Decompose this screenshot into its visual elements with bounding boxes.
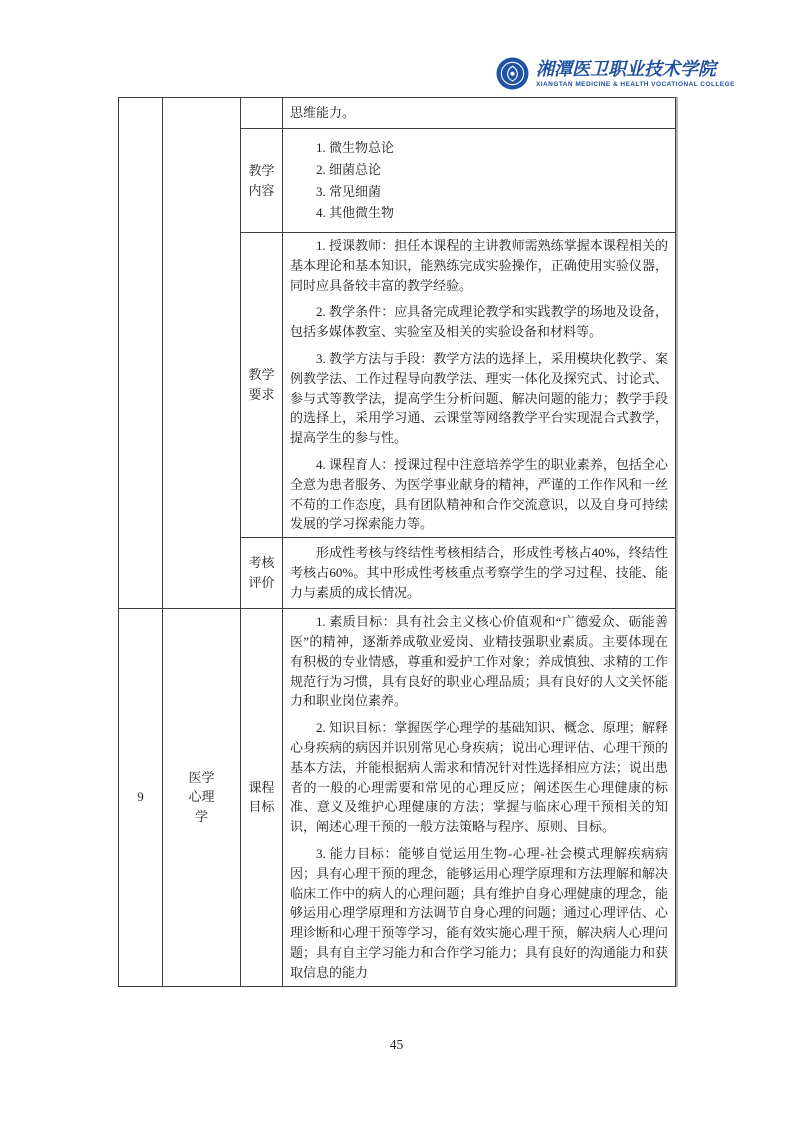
teaching-content-item: 1. 微生物总论 — [316, 139, 395, 155]
teaching-content-cell — [283, 129, 676, 233]
course-number: 9 — [137, 789, 144, 805]
objective-paragraph: 1. 素质目标：具有社会主义核心价值观和“广德爱众、砺能善医”的精神，逐渐养成敬业爱岗、业精技强职业素质。主要体现在有积极的专业情感，尊重和爱护工作对象；养成慎独、求精的工作规范行为习惯，具有良好的职业心理品质；具有良好的人文关怀能力和职业岗位素养。 — [290, 614, 668, 709]
teaching-requirements-cell — [283, 233, 676, 538]
requirement-paragraph: 4. 课程育人：授课过程中注意培养学生的职业素养，包括全心全意为患者服务、为医学事业献身的精神，严谨的工作作风和一丝不苟的工作态度，具有团队精神和合作交流意识，以及自身可持续发展的学习探索能力等。 — [290, 456, 668, 532]
page-number: 45 — [389, 1037, 404, 1052]
assessment-cell — [283, 538, 676, 609]
section-label-course-objectives: 课程目标 — [241, 609, 283, 986]
requirement-paragraph: 3. 教学方法与手段：教学方法的选择上，采用模块化教学、案例教学法、工作过程导向教学法、理实一体化及探究式、讨论式、参与式等教学法，提高学生分析问题、解决问题的能力；教学手段的选择上，采用学习通、云课堂等网络教学平台实现混合式教学，提高学生的参与性。 — [290, 350, 668, 446]
assessment-paragraph: 形成性考核与终结性考核相结合，形成性考核占40%，终结性考核占60%。其中形成性考核重点考察学生的学习过程、技能、能力与素质的成长情况。 — [290, 545, 668, 601]
course-name: 医学心理学 — [188, 769, 215, 825]
carryover-text-cell — [283, 98, 676, 129]
college-name-zh: 湘潭医卫职业技术学院 — [536, 58, 716, 79]
section-label-teaching-content: 教学内容 — [241, 129, 283, 233]
requirement-paragraph: 1. 授课教师：担任本课程的主讲教师需熟练掌握本课程相关的基本理论和基本知识，能熟练完成实验操作，正确使用实验仪器，同时应具备较丰富的教学经验。 — [290, 238, 668, 293]
row-number-cell — [119, 609, 163, 986]
college-emblem-icon — [496, 57, 529, 90]
section-label-empty — [241, 98, 283, 129]
requirement-paragraph: 2. 教学条件：应具备完成理论教学和实践教学的场地及设备，包括多媒体教室、实验室及相关的实验设备和材料等。 — [290, 304, 668, 340]
section-label-assessment: 考核评价 — [241, 538, 283, 609]
teaching-content-item: 2. 细菌总论 — [316, 161, 382, 177]
college-name-en: XIANGTAN MEDICINE & HEALTH VOCATIONAL COLLEGE — [536, 80, 735, 88]
row-number-cell-empty — [119, 98, 163, 609]
section-label-teaching-requirements: 教学要求 — [241, 233, 283, 538]
course-name-cell — [163, 609, 241, 986]
course-name-cell-empty — [163, 98, 241, 609]
objective-paragraph: 3. 能力目标：能够自觉运用生物-心理-社会模式理解疾病病因；具有心理干预的理念，能够运用心理学原理和方法理解和解决临床工作中的病人的心理问题；具有维护自身心理健康的理念，能够运用心理学原理和方法调节自身心理的问题；通过心理评估、心理诊断和心理干预等学习，能有效实施心理干预，解决病人心理问题；具有自主学习能力和合作学习能力；具有良好的沟通能力和获取信息的能力 — [290, 845, 668, 980]
teaching-content-item: 4. 其他微生物 — [316, 205, 395, 221]
syllabus-table — [118, 97, 676, 987]
carryover-text: 思维能力。 — [290, 105, 356, 121]
college-logo — [496, 57, 735, 90]
course-objectives-cell — [283, 609, 676, 986]
teaching-content-item: 3. 常见细菌 — [316, 183, 382, 199]
objective-paragraph: 2. 知识目标：掌握医学心理学的基础知识、概念、原理；解释心身疾病的病因并识别常见心身疾病；说出心理评估、心理干预的基本方法，并能根据病人需求和情况针对性选择相应方法；说出患者的一般的心理需要和常见的心理反应；阐述医生心理健康的标准、意义及维护心理健康的方法；掌握与临床心理干预相关的知识，阐述心理干预的一般方法策略与程序、原则、目标。 — [290, 720, 668, 835]
